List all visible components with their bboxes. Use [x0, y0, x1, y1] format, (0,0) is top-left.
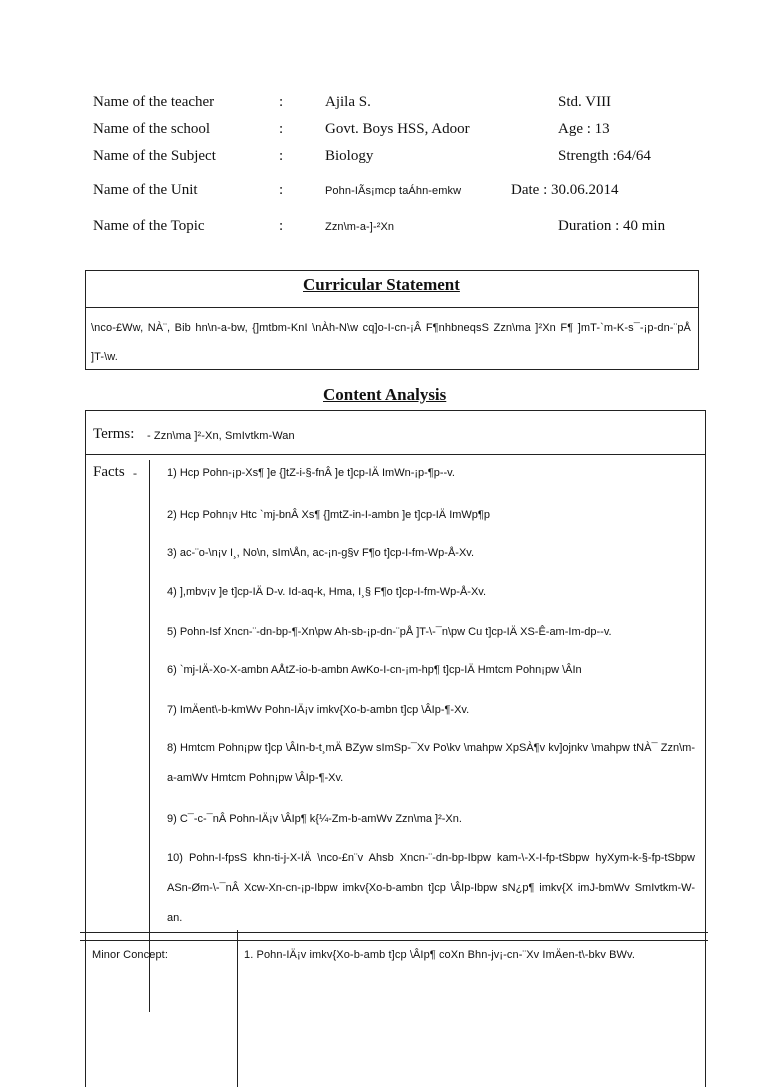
subject-value: Biology: [325, 148, 374, 164]
duration-value: Duration : 40 min: [558, 218, 666, 234]
facts-dash: -: [133, 466, 137, 480]
topic-colon: :: [279, 218, 284, 234]
fact-item: 8) Hmtcm Pohn¡pw t]cp \ÂIn-b-t¸mÄ BZyw sImSp-¯Xv Po\kv \mahpw XpSÀ¶v kv]ojnkv \mahpw tNÀ¯ Zzn\m-a-amWv Hmtcm Pohn¡pw \ÂIp-¶-Xv.: [167, 742, 695, 784]
fact-item: 3) ac-¨o-\n¡v I¸, No\n, sIm\Ån, ac-¡n-g§v F¶o t]cp-I-fm-Wp-Å-Xv.: [167, 547, 475, 559]
teacher-value: Ajila S.: [325, 94, 371, 110]
std-value: Std. VIII: [558, 94, 612, 110]
curricular-divider: [86, 307, 698, 308]
curricular-text: \nco-£Ww, NÀ¨, Bib hn\n-a-bw, {]mtbm-KnI \nÀh-N\w cq]o-I-cn-¡Â F¶nhbneqsS Zzn\ma ]²Xn F¶ ]mT-`m-K-s¯-¡p-dn-¨pÅ ]T-\w.: [91, 322, 691, 363]
school-label: Name of the school: [93, 121, 211, 137]
fact-item: 10) Pohn-I-fpsS khn-ti-j-X-IÄ \nco-£n¨v Ahsb Xncn-¨-dn-bp-Ibpw kam-\-X-I-fp-tSbpw hyXym-k-§-fp-tSbpw ASn-Øm-\-¯nÂ Xcw-Xn-cn-¡p-Ibpw imkv{Xo-b-ambn t]cp \ÂIp-Ibpw sN¿p¶ imkv{X imJ-bmWv SmIvtkm-W-an.: [167, 852, 695, 924]
topic-value: Zzn\m-a-]-²Xn: [325, 221, 395, 233]
fact-item: 4) ],mbv¡v ]e t]cp-IÄ D-v. Id-aq-k, Hma, I¸§ F¶o t]cp-I-fm-Wp-Å-Xv.: [167, 586, 487, 598]
minor-column-line: [237, 930, 238, 1087]
fact-item: 7) ImÄent\-b-kmWv Pohn-IÄ¡v imkv{Xo-b-ambn t]cp \ÂIp-¶-Xv.: [167, 704, 470, 716]
fact-item: 9) C¯-c-¯nÂ Pohn-IÄ¡v \ÂIp¶ k{¼-Zm-b-amWv Zzn\ma ]²-Xn.: [167, 813, 462, 825]
school-colon: :: [279, 121, 284, 137]
terms-value: - Zzn\ma ]²-Xn, SmIvtkm-Wan: [147, 430, 295, 442]
subject-colon: :: [279, 148, 284, 164]
terms-divider: [85, 454, 706, 455]
terms-label: Terms:: [93, 426, 135, 442]
curricular-title: Curricular Statement: [303, 275, 460, 294]
subject-label: Name of the Subject: [93, 148, 216, 164]
topic-label: Name of the Topic: [93, 218, 205, 234]
fact-item: 2) Hcp Pohn¡v Htc `mj-bnÂ Xs¶ {]mtZ-in-I-ambn ]e t]cp-IÄ ImWp¶p: [167, 509, 490, 521]
facts-label: Facts: [93, 464, 125, 480]
minor-top-line-2: [80, 940, 708, 941]
date-value: Date : 30.06.2014: [511, 182, 619, 198]
minor-concept-text: 1. Pohn-IÄ¡v imkv{Xo-b-amb t]cp \ÂIp¶ coXn Bhn-jv¡-cn-¨Xv ImÄen-t\-bkv BWv.: [244, 949, 635, 961]
fact-item: 1) Hcp Pohn-¡p-Xs¶ ]e {]tZ-i-§-fnÂ ]e t]cp-IÄ ImWn-¡p-¶p--v.: [167, 467, 455, 479]
school-value: Govt. Boys HSS, Adoor: [325, 121, 470, 137]
content-title: Content Analysis: [323, 385, 447, 404]
teacher-colon: :: [279, 94, 284, 110]
unit-colon: :: [279, 182, 284, 198]
strength-value: Strength :64/64: [558, 148, 651, 164]
fact-item: 6) `mj-IÄ-Xo-X-ambn AÅtZ-io-b-ambn AwKo-I-cn-¡m-hp¶ t]cp-IÄ Hmtcm Pohn¡pw \ÂIn: [167, 664, 582, 676]
fact-item: 5) Pohn-Isf Xncn-¨-dn-bp-¶-Xn\pw Ah-sb-¡p-dn-¨pÅ ]T-\-¯n\pw Cu t]cp-IÄ XS-Ê-am-Im-dp--v.: [167, 626, 612, 638]
teacher-label: Name of the teacher: [93, 94, 215, 110]
unit-label: Name of the Unit: [93, 182, 198, 198]
facts-column-line: [149, 460, 150, 1012]
age-value: Age : 13: [558, 121, 610, 137]
minor-concept-label: Minor Concept:: [92, 949, 168, 961]
unit-value: Pohn-IÃs¡mcp taÁhn-emkw: [325, 185, 462, 197]
